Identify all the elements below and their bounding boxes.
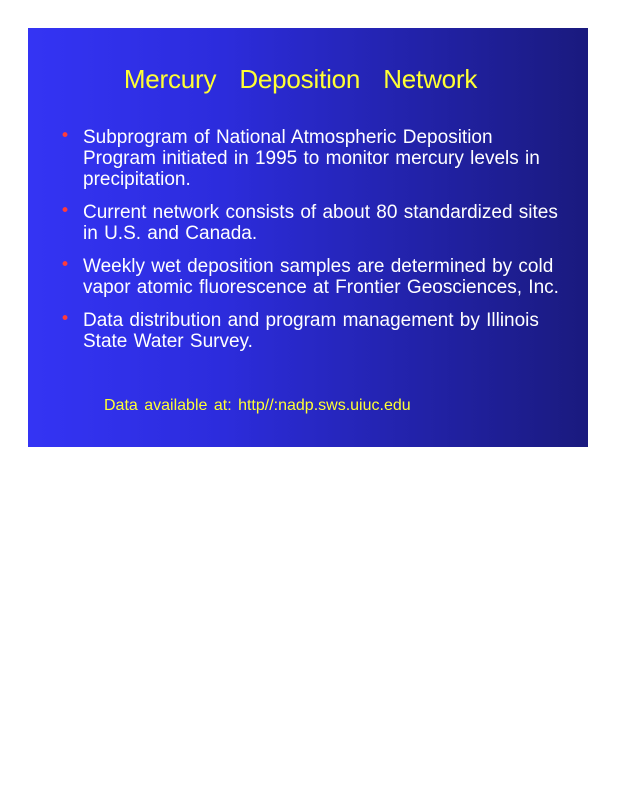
- bullet-list: [60, 127, 560, 364]
- slide: [28, 28, 588, 447]
- slide-title: Mercury Deposition Network: [123, 64, 478, 94]
- bullet-dot-icon: •: [60, 255, 71, 275]
- bullet-text: Weekly wet deposition samples are determined by cold vapor atomic fluorescence at Frontier Geosciences, Inc.: [83, 256, 559, 298]
- bullet-item: [60, 127, 560, 190]
- bullet-text: Current network consists of about 80 standardized sites in U.S. and Canada.: [83, 202, 558, 244]
- bullet-item: [60, 310, 560, 352]
- data-source-note: Data available at: http//:nadp.sws.uiuc.edu: [104, 397, 411, 414]
- bullet-dot-icon: •: [60, 309, 71, 329]
- bullet-item: [60, 256, 560, 298]
- bullet-text: Subprogram of National Atmospheric Deposition Program initiated in 1995 to monitor mercury levels in precipitation.: [83, 127, 540, 190]
- bullet-item: [60, 202, 560, 244]
- bullet-text: Data distribution and program management by Illinois State Water Survey.: [83, 310, 539, 352]
- bullet-dot-icon: •: [60, 201, 71, 221]
- bullet-dot-icon: •: [60, 126, 71, 146]
